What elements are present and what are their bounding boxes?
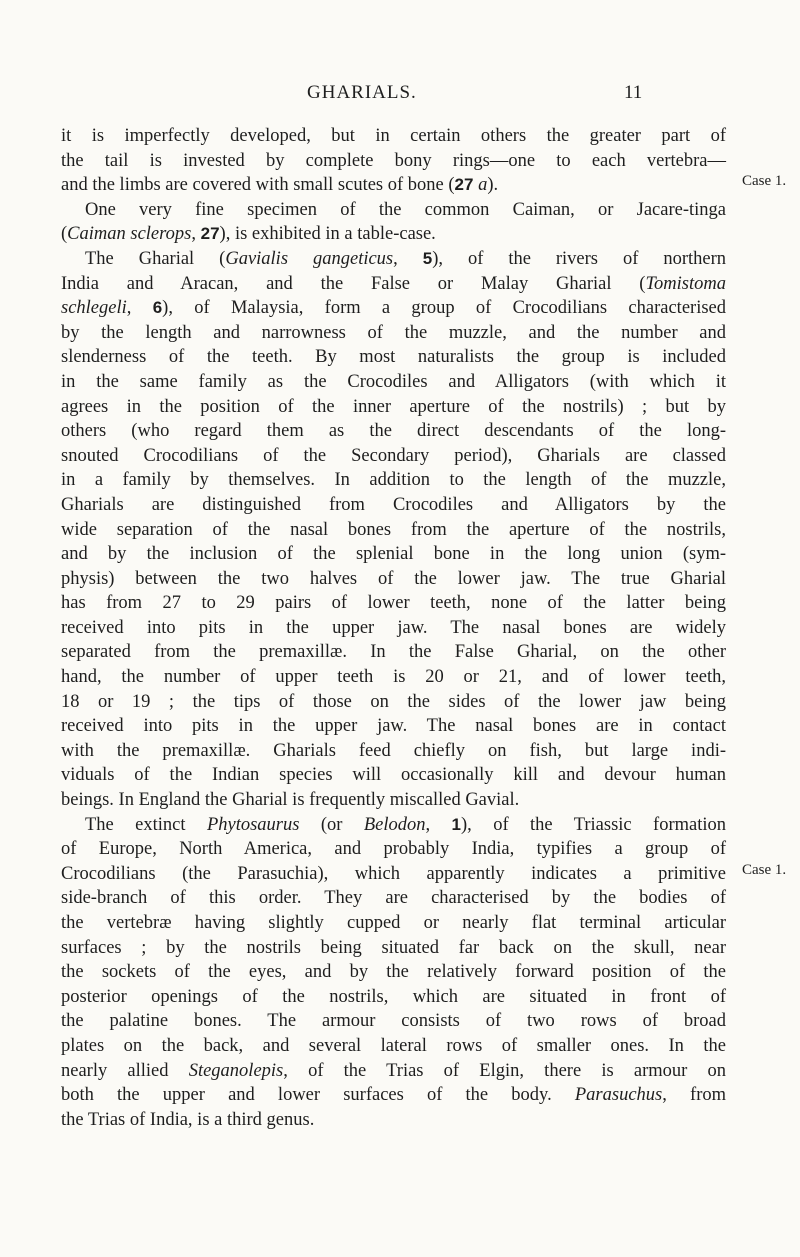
- page-number: 11: [624, 82, 643, 103]
- text-line: in a family by themselves. In addition to the length of the muzzle,: [61, 470, 726, 491]
- text-line: and by the inclusion of the splenial bone in the long union (sym-: [61, 544, 726, 565]
- text-line: with the premaxillæ. Gharials feed chiefly on fish, but large indi-: [61, 740, 726, 761]
- text-line: The Gharial (Gavialis gangeticus, 5), of the rivers of northern: [85, 248, 727, 269]
- text-line: the vertebræ having slightly cupped or nearly flat terminal articular: [61, 913, 726, 933]
- text-line: slenderness of the teeth. By most naturalists the group is included: [61, 347, 726, 368]
- text-line: hand, the number of upper teeth is 20 or 21, and of lower teeth,: [61, 667, 726, 688]
- text-line: received into pits in the upper jaw. The nasal bones are in contact: [61, 716, 726, 737]
- text-line: by the length and narrowness of the muzzle, and the number and: [61, 322, 726, 343]
- text-line: in the same family as the Crocodiles and Alligators (with which it: [61, 371, 726, 392]
- text-line: the Trias of India, is a third genus.: [61, 1109, 315, 1130]
- text-line: 18 or 19 ; the tips of those on the sides of the lower jaw being: [61, 691, 726, 712]
- text-line: others (who regard them as the direct descendants of the long-: [61, 421, 726, 442]
- text-line: snouted Crocodilians of the Secondary period), Gharials are classed: [61, 445, 726, 466]
- genus-name: Steganolepis: [188, 1060, 284, 1081]
- text-line: agrees in the position of the inner aperture of the nostrils) ; but by: [61, 396, 726, 417]
- text-line: schlegeli, 6), of Malaysia, form a group of Crocodilians characterised: [61, 298, 726, 319]
- genus-name: Parasuchus: [574, 1085, 663, 1106]
- species-name: schlegeli: [61, 298, 127, 319]
- text-line: The extinct Phytosaurus (or Belodon, 1), of the Triassic formation: [85, 814, 727, 835]
- body-text: [61, 124, 726, 1132]
- text-line: it is imperfectly developed, but in certain others the greater part of: [61, 126, 726, 146]
- figure-reference: 5: [422, 248, 433, 268]
- text-line: physis) between the two halves of the lower jaw. The true Gharial: [61, 568, 726, 589]
- margin-note-case: Case 1.: [742, 173, 787, 189]
- text-line: both the upper and lower surfaces of the body. Parasuchus, from: [61, 1085, 726, 1106]
- text-line: has from 27 to 29 pairs of lower teeth, none of the latter being: [61, 593, 726, 614]
- text-line: the sockets of the eyes, and by the relatively forward position of the: [61, 962, 726, 983]
- species-name: Caiman sclerops: [67, 224, 192, 245]
- page-header: [0, 82, 800, 108]
- species-name: Gavialis gangeticus: [225, 248, 394, 269]
- genus-name: Belodon: [363, 814, 426, 835]
- figure-reference: 27: [454, 175, 474, 195]
- text-line: beings. In England the Gharial is frequently miscalled Gavial.: [61, 790, 520, 811]
- figure-reference: 1: [451, 814, 462, 834]
- text-line: separated from the premaxillæ. In the False Gharial, on the other: [61, 642, 726, 663]
- text-line: the tail is invested by complete bony rings—one to each vertebra—: [61, 150, 726, 171]
- text-line: nearly allied Steganolepis, of the Trias of Elgin, there is armour on: [61, 1060, 726, 1081]
- text-line: (Caiman sclerops, 27), is exhibited in a table-case.: [61, 224, 436, 245]
- text-line: and the limbs are covered with small scutes of bone (27 a).: [61, 175, 499, 196]
- text-line: plates on the back, and several lateral rows of smaller ones. In the: [61, 1035, 726, 1056]
- text-line: received into pits in the upper jaw. The nasal bones are widely: [61, 617, 726, 638]
- text-line: Gharials are distinguished from Crocodiles and Alligators by the: [61, 494, 726, 515]
- text-line: Crocodilians (the Parasuchia), which apparently indicates a primitive: [61, 863, 726, 884]
- figure-reference: 6: [152, 298, 163, 318]
- margin-note-case: Case 1.: [742, 862, 787, 878]
- species-name: Tomistoma: [645, 273, 726, 294]
- text-line: of Europe, North America, and probably India, typifies a group of: [61, 839, 726, 860]
- text-line: One very fine specimen of the common Caiman, or Jacare-tinga: [85, 199, 726, 220]
- text-line: the palatine bones. The armour consists of two rows of broad: [61, 1011, 726, 1032]
- figure-reference: 27: [200, 224, 220, 244]
- text-line: viduals of the Indian species will occasionally kill and devour human: [61, 765, 726, 786]
- text-line: surfaces ; by the nostrils being situated far back on the skull, near: [61, 937, 726, 958]
- text-line: wide separation of the nasal bones from the aperture of the nostrils,: [61, 519, 726, 540]
- text-line: side-branch of this order. They are characterised by the bodies of: [61, 888, 726, 909]
- text-line: India and Aracan, and the False or Malay Gharial (Tomistoma: [61, 273, 726, 294]
- text-line: posterior openings of the nostrils, which are situated in front of: [61, 986, 726, 1007]
- running-title: GHARIALS.: [307, 82, 417, 103]
- genus-name: Phytosaurus: [206, 814, 300, 835]
